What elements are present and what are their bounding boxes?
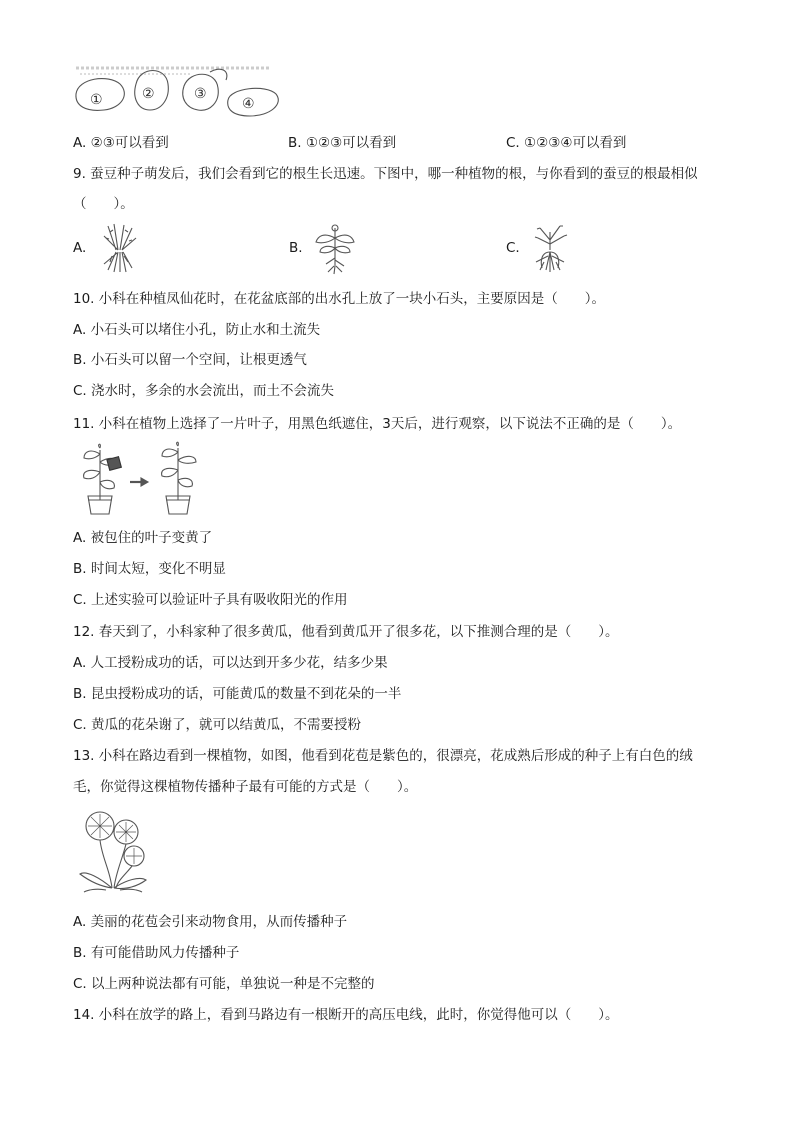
q8-option-b[interactable] bbox=[288, 131, 396, 151]
option-text: 以上两种说法都有可能，单独说一种是不完整的 bbox=[91, 976, 375, 992]
q9-option-b-letter[interactable]: B. bbox=[289, 240, 303, 256]
q13-stem-line1: 13. 小科在路边看到一棵植物，如图，他看到花苞是紫色的，很漂亮，花成熟后形成的种子上有白色的绒 bbox=[73, 748, 693, 764]
option-text: 美丽的花苞会引来动物食用，从而传播种子 bbox=[90, 914, 348, 930]
option-letter: B. bbox=[73, 945, 87, 961]
q13-stem-line2: 毛，你觉得这棵植物传播种子最有可能的方式是（ ）。 bbox=[73, 779, 418, 795]
q9-option-c-letter[interactable]: C. bbox=[506, 240, 520, 256]
seed-label-3: ③ bbox=[194, 86, 207, 102]
q8-option-c[interactable] bbox=[506, 131, 626, 151]
option-letter: A. bbox=[73, 530, 87, 546]
option-letter: B. bbox=[73, 686, 87, 702]
q14-stem: 14. 小科在放学的路上，看到马路边有一根断开的高压电线，此时，你觉得他可以（ ）。 bbox=[73, 1007, 619, 1023]
option-letter: C. bbox=[73, 592, 87, 608]
option-letter: A. bbox=[73, 914, 87, 930]
q12-stem: 12. 春天到了，小科家种了很多黄瓜，他看到黄瓜开了很多花，以下推测合理的是（ ）。 bbox=[73, 624, 619, 640]
option-text: 时间太短，变化不明显 bbox=[90, 561, 226, 577]
option-letter: A. bbox=[73, 655, 87, 671]
option-text: 小石头可以堵住小孔，防止水和土流失 bbox=[90, 322, 321, 338]
option-text: 被包住的叶子变黄了 bbox=[90, 530, 213, 546]
option-letter: B. bbox=[73, 561, 87, 577]
option-text: 有可能借助风力传播种子 bbox=[90, 945, 240, 961]
dandelion-plant-figure bbox=[76, 808, 152, 894]
q11-option-c[interactable] bbox=[73, 588, 348, 608]
option-letter: C. bbox=[73, 976, 87, 992]
q9-stem-line2: （ ）。 bbox=[73, 196, 134, 212]
option-text: ②③可以看到 bbox=[90, 135, 169, 151]
q13-option-b[interactable] bbox=[73, 941, 239, 961]
q12-option-a[interactable] bbox=[73, 651, 388, 671]
option-letter: A. bbox=[73, 135, 87, 151]
q12-option-b[interactable] bbox=[73, 682, 401, 702]
option-text: 黄瓜的花朵谢了，就可以结黄瓜，不需要授粉 bbox=[91, 717, 362, 733]
option-letter: C. bbox=[73, 717, 87, 733]
q13-option-c[interactable] bbox=[73, 972, 375, 992]
option-letter: C. bbox=[73, 383, 87, 399]
option-text: 人工授粉成功的话，可以达到开多少花，结多少果 bbox=[90, 655, 388, 671]
option-letter: B. bbox=[73, 352, 87, 368]
option-text: ①②③可以看到 bbox=[305, 135, 397, 151]
option-text: 上述实验可以验证叶子具有吸收阳光的作用 bbox=[91, 592, 348, 608]
q9-stem-line1: 9. 蚕豆种子萌发后，我们会看到它的根生长迅速。下图中，哪一种植物的根，与你看到的蚕豆的根最相似 bbox=[73, 166, 698, 182]
leaf-covering-experiment-figure bbox=[78, 440, 208, 516]
q11-stem: 11. 小科在植物上选择了一片叶子，用黑色纸遮住，3天后，进行观察，以下说法不正确的是（ ）。 bbox=[73, 416, 682, 432]
option-letter: A. bbox=[73, 322, 87, 338]
seed-label-4: ④ bbox=[242, 96, 255, 112]
q10-stem: 10. 小科在种植凤仙花时，在花盆底部的出水孔上放了一块小石头，主要原因是（ ）。 bbox=[73, 291, 606, 307]
seed-stages-figure bbox=[70, 62, 285, 120]
option-letter: B. bbox=[288, 135, 302, 151]
q10-option-a[interactable] bbox=[73, 318, 320, 338]
seed-label-2: ② bbox=[142, 86, 155, 102]
seedling-root-icon bbox=[528, 222, 572, 274]
grass-fibrous-root-icon bbox=[98, 222, 140, 274]
option-text: 昆虫授粉成功的话，可能黄瓜的数量不到花朵的一半 bbox=[90, 686, 402, 702]
q11-option-b[interactable] bbox=[73, 557, 226, 577]
q11-option-a[interactable] bbox=[73, 526, 212, 546]
option-text: ①②③④可以看到 bbox=[524, 135, 627, 151]
option-text: 浇水时，多余的水会流出，而土不会流失 bbox=[91, 383, 335, 399]
q9-option-a-letter[interactable]: A. bbox=[73, 240, 87, 256]
seed-label-1: ① bbox=[90, 92, 103, 108]
q10-option-b[interactable] bbox=[73, 348, 307, 368]
option-text: 小石头可以留一个空间，让根更透气 bbox=[90, 352, 307, 368]
q13-option-a[interactable] bbox=[73, 910, 347, 930]
q12-option-c[interactable] bbox=[73, 713, 361, 733]
q10-option-c[interactable] bbox=[73, 379, 334, 399]
q8-option-a[interactable] bbox=[73, 131, 169, 151]
option-letter: C. bbox=[506, 135, 520, 151]
taproot-plant-icon bbox=[312, 222, 358, 276]
